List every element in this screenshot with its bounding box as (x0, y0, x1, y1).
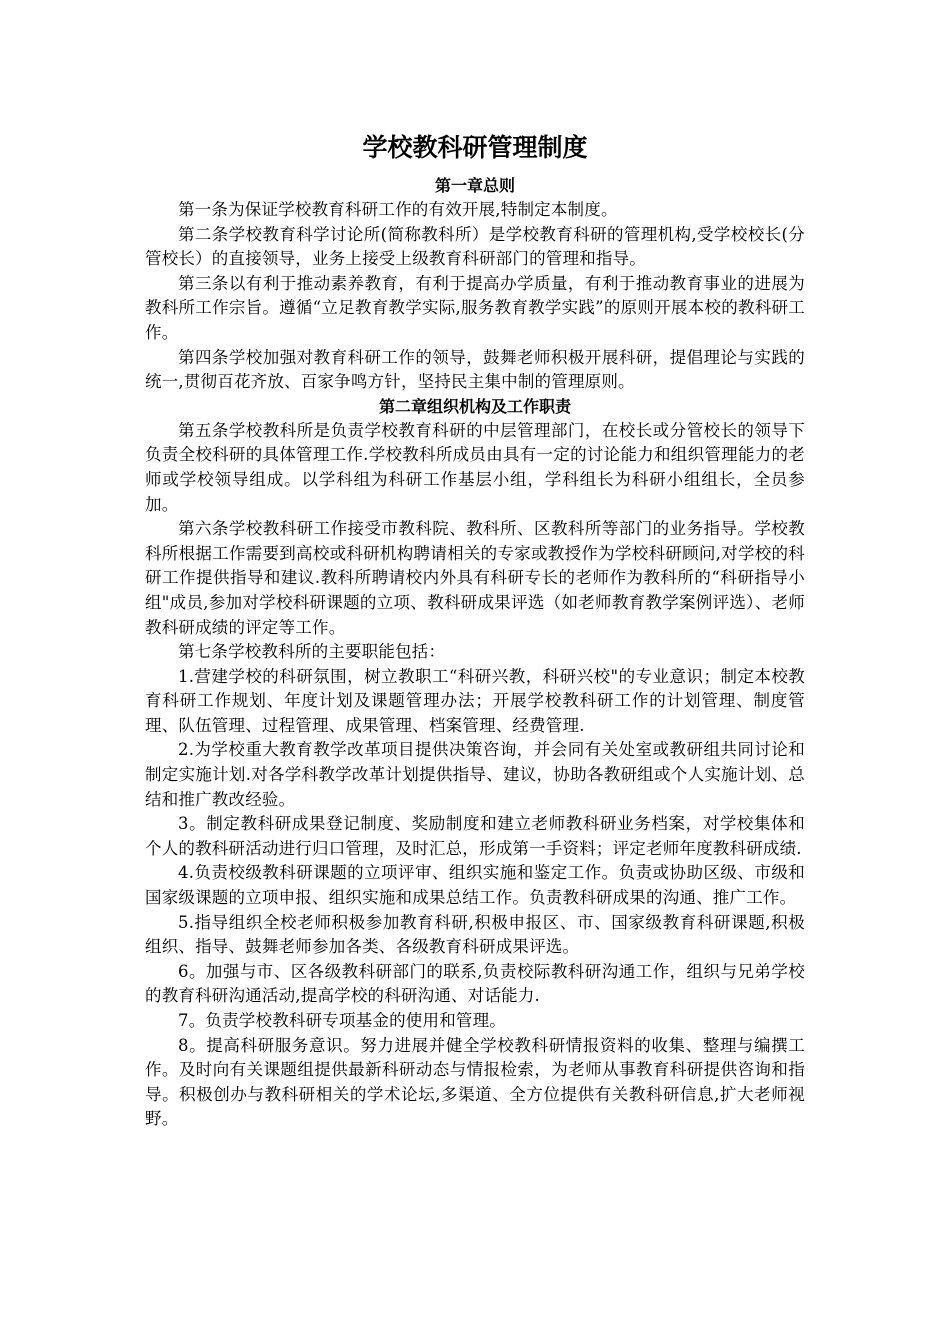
duty-item-7: 7。负责学校教科研专项基金的使用和管理。 (178, 1011, 506, 1030)
article-7: 第七条学校教科所的主要职能包括： (178, 642, 446, 662)
duty-item-6: 6。加强与市、区各级教科研部门的联系,负责校际教科研沟通工作，组织与兄弟学校的教育科研沟通活动,提高学校的科研沟通、对话能力. (145, 961, 805, 1006)
article-5: 第五条学校教科所是负责学校教育科研的中层管理部门，在校长或分管校长的领导下负责全校科研的具体管理工作.学校教科所成员由具有一定的讨论能力和组织管理能力的老师或学校领导组成。以学科组为科研工作基层小组，学科组长为科研小组组长，全员参加。 (145, 420, 805, 514)
duty-item-8: 8。提高科研服务意识。努力进展并健全学校教科研情报资料的收集、整理与编撰工作。及时向有关课题组提供最新科研动态与情报检索，为老师从事教育科研提供咨询和指导。积极创办与教科研相关的学术论坛,多渠道、全方位提供有关教科研信息,扩大老师视野。 (145, 1035, 805, 1129)
duty-item-2: 2.为学校重大教育教学改革项目提供决策咨询，并会同有关处室或教研组共同讨论和制定实施计划.对各学科教学改革计划提供指导、建议，协助各教研组或个人实施计划、总结和推广教改经验。 (145, 740, 805, 809)
document-body (145, 130, 805, 1132)
duty-item-5: 5.指导组织全校老师积极参加教育科研,积极申报区、市、国家级教育科研课题,积极组织、指导、鼓舞老师参加各类、各级教育科研成果评选。 (145, 912, 805, 957)
duty-item-4: 4.负责校级教科研课题的立项评审、组织实施和鉴定工作。负责或协助区级、市级和国家级课题的立项申报、组织实施和成果总结工作。负责教科研成果的沟通、推广工作。 (145, 863, 805, 908)
article-4: 第四条学校加强对教育科研工作的领导，鼓舞老师积极开展科研，提倡理论与实践的统一,贯彻百花齐放、百家争鸣方针，坚持民主集中制的管理原则。 (145, 347, 805, 392)
chapter-2-heading: 第二章组织机构及工作职责 (378, 396, 571, 416)
duty-item-1: 1.营建学校的科研氛围，树立教职工“科研兴教，科研兴校"的专业意识；制定本校教育科研工作规划、年度计划及课题管理办法；开展学校教科研工作的计划管理、制度管理、队伍管理、过程管理、成果管理、档案管理、经费管理. (145, 666, 805, 735)
duty-item-3: 3。制定教科研成果登记制度、奖励制度和建立老师教科研业务档案，对学校集体和个人的教科研活动进行归口管理，及时汇总，形成第一手资料；评定老师年度教科研成绩. (145, 814, 805, 858)
document-title: 学校教科研管理制度 (362, 133, 588, 162)
article-6: 第六条学校教科研工作接受市教科院、教科所、区教科所等部门的业务指导。学校教科所根据工作需要到高校或科研机构聘请相关的专家或教授作为学校科研顾问,对学校的科研工作提供指导和建议.教科所聘请校内外具有科研专长的老师作为教科所的“科研指导小组"成员,参加对学校科研课题的立项、教科研成果评选（如老师教育教学案例评选）、老师教科研成绩的评定等工作。 (145, 519, 805, 637)
article-1: 第一条为保证学校教育科研工作的有效开展,特制定本制度。 (178, 200, 618, 219)
article-2: 第二条学校教育科学讨论所(简称教科所）是学校教育科研的管理机构,受学校校长(分管校长）的直接领导，业务上接受上级教育科研部门的管理和指导。 (145, 224, 805, 269)
chapter-1-heading: 第一章总则 (434, 176, 515, 195)
article-3: 第三条以有利于推动素养教育，有利于提高办学质量，有利于推动教育事业的进展为教科所工作宗旨。遵循“立足教育教学实际,服务教育教学实践”的原则开展本校的教科研工作。 (145, 273, 805, 342)
